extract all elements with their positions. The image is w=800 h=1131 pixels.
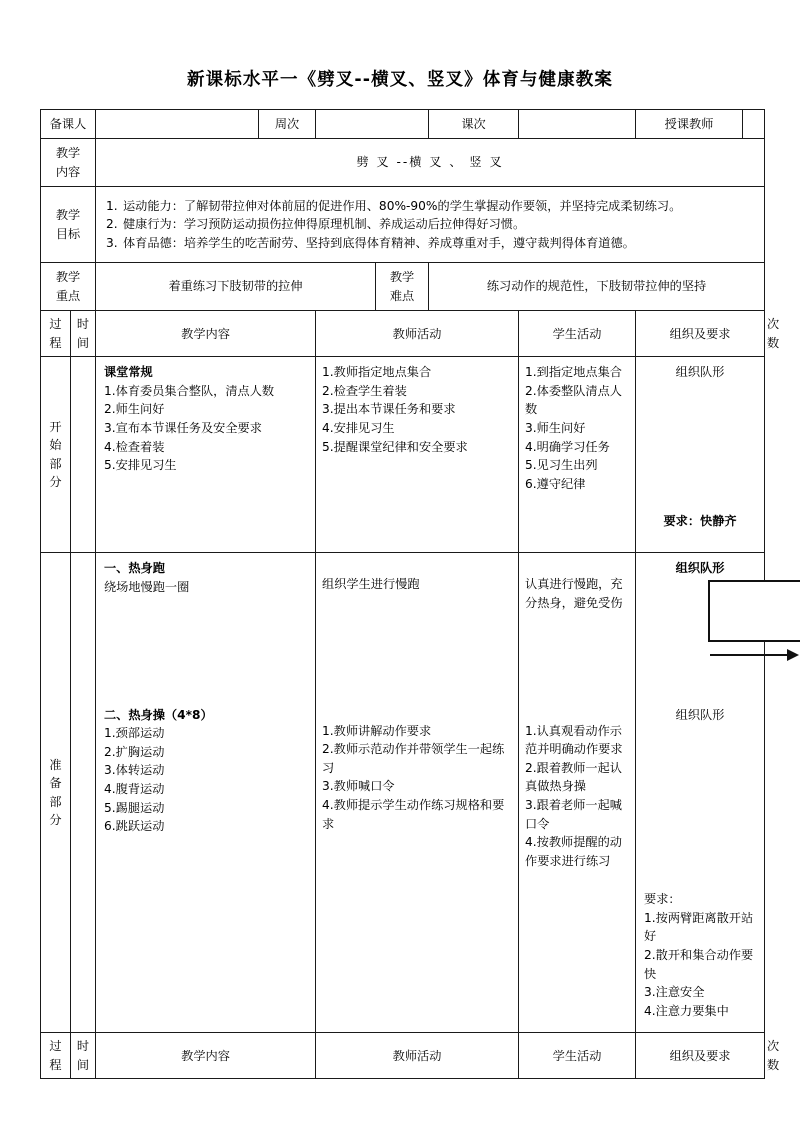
difficulty-label-line1: 教学 bbox=[389, 270, 415, 285]
organization-cell bbox=[636, 688, 765, 1033]
footer-column-teacher-activity: 教师活动 bbox=[316, 1033, 519, 1079]
col-time-line2: 间 bbox=[76, 335, 90, 350]
footer-column-time bbox=[71, 1033, 96, 1079]
lesson-plan-table bbox=[40, 109, 780, 1080]
stage-char: 准 bbox=[49, 757, 62, 772]
teaching-content-value: 劈 叉 --横 叉 、 竖 叉 bbox=[96, 139, 765, 187]
activity-item: 4.明确学习任务 bbox=[525, 439, 610, 454]
column-header-process bbox=[41, 311, 71, 357]
requirement-item: 4.注意力要集中 bbox=[644, 1003, 729, 1018]
table-row bbox=[41, 688, 765, 1033]
activity-item: 4.教师提示学生动作练习规格和要求 bbox=[322, 798, 505, 831]
goal-item bbox=[106, 197, 756, 216]
stage-char: 分 bbox=[49, 475, 62, 490]
footer-col-time-line2: 间 bbox=[76, 1057, 90, 1072]
content-item: 2.师生问好 bbox=[104, 402, 165, 417]
time-value[interactable] bbox=[71, 357, 96, 553]
goal-text: 体育品德：培养学生的吃苦耐劳、坚持到底得体育精神、养成尊重对手，遵守裁判得体育道德。 bbox=[123, 235, 635, 250]
teaching-content-cell bbox=[96, 688, 316, 1033]
content-item: 3.宣布本节课任务及安全要求 bbox=[104, 420, 262, 435]
activity-item: 5.提醒课堂纪律和安全要求 bbox=[322, 439, 468, 454]
teacher-activity-cell bbox=[316, 553, 519, 688]
teaching-content-cell bbox=[96, 357, 316, 553]
teacher-activity-cell bbox=[316, 688, 519, 1033]
block-heading: 课堂常规 bbox=[104, 365, 153, 380]
content-item: 1.体育委员集合整队，清点人数 bbox=[104, 383, 275, 398]
requirement-item: 3.注意安全 bbox=[644, 985, 705, 1000]
activity-item: 1.教师指定地点集合 bbox=[322, 365, 432, 380]
content-item: 4.检查着装 bbox=[104, 439, 165, 454]
activity-item: 2.跟着教师一起认真做热身操 bbox=[525, 760, 622, 794]
activity-item: 2.检查学生着装 bbox=[322, 383, 407, 398]
content-item: 绕场地慢跑一圈 bbox=[104, 579, 190, 594]
organization-title: 组织队形 bbox=[675, 707, 725, 722]
teaching-content-label-line2: 内容 bbox=[55, 164, 81, 179]
column-header-teacher-activity: 教师活动 bbox=[316, 311, 519, 357]
stage-char: 部 bbox=[49, 456, 62, 471]
teacher-value[interactable] bbox=[743, 109, 765, 139]
activity-item: 6.遵守纪律 bbox=[525, 476, 586, 491]
activity-item: 1.教师讲解动作要求 bbox=[322, 723, 432, 738]
activity-item: 3.师生问好 bbox=[525, 420, 586, 435]
preparer-value[interactable] bbox=[96, 109, 259, 139]
time-value[interactable] bbox=[71, 553, 96, 1033]
activity-item: 1.到指定地点集合 bbox=[525, 365, 622, 380]
key-point-label bbox=[41, 263, 96, 311]
stage-char: 开 bbox=[49, 419, 62, 434]
activity-item: 4.安排见习生 bbox=[322, 420, 395, 435]
student-activity-cell bbox=[519, 688, 636, 1033]
organization-title: 组织队形 bbox=[675, 365, 725, 380]
column-header-teaching-content: 教学内容 bbox=[96, 311, 316, 357]
block-heading: 一、热身跑 bbox=[104, 561, 165, 576]
organization-requirements bbox=[640, 890, 760, 1020]
content-item: 5.踢腿运动 bbox=[104, 800, 165, 815]
teaching-content-label bbox=[41, 139, 96, 187]
content-item: 6.跳跃运动 bbox=[104, 819, 165, 834]
column-header-student-activity: 学生活动 bbox=[519, 311, 636, 357]
col-process-line2: 程 bbox=[49, 335, 62, 350]
col-process-line1: 过 bbox=[49, 317, 62, 332]
teacher-activity-cell bbox=[316, 357, 519, 553]
goal-number: 2. bbox=[106, 217, 118, 232]
table-column-header: 过 程 时 间 教学内容 教师活动 学生活动 组织及要求 次 数 bbox=[41, 311, 765, 357]
activity-item: 1.认真观看动作示范并明确动作要求 bbox=[525, 723, 623, 757]
organization-cell bbox=[636, 357, 765, 553]
table-row bbox=[41, 553, 765, 688]
activity-item: 5.见习生出列 bbox=[525, 458, 598, 473]
activity-item: 3.教师喊口令 bbox=[322, 779, 395, 794]
block-heading: 二、热身操（4*8） bbox=[104, 707, 213, 722]
lesson-no-value[interactable] bbox=[519, 109, 636, 139]
content-item: 4.腹背运动 bbox=[104, 782, 165, 797]
footer-column-student-activity: 学生活动 bbox=[519, 1033, 636, 1079]
goal-item bbox=[106, 215, 756, 234]
formation-rectangle bbox=[708, 580, 800, 642]
student-activity-cell bbox=[519, 357, 636, 553]
column-header-time bbox=[71, 311, 96, 357]
arrow-right-icon bbox=[710, 654, 788, 656]
teacher-label: 授课教师 bbox=[636, 109, 743, 139]
organization-title: 组织队形 bbox=[675, 561, 725, 576]
teaching-content-row bbox=[41, 139, 765, 187]
activity-item: 3.跟着老师一起喊口令 bbox=[525, 798, 622, 831]
key-point-label-line1: 教学 bbox=[55, 270, 81, 285]
key-point-value: 着重练习下肢韧带的拉伸 bbox=[96, 263, 376, 311]
footer-col-time-line1: 时 bbox=[76, 1039, 90, 1054]
stage-label-beginning bbox=[41, 357, 71, 553]
difficulty-label bbox=[376, 263, 429, 311]
preparer-label: 备课人 bbox=[41, 109, 96, 139]
activity-item: 认真进行慢跑，充分热身，避免受伤 bbox=[525, 577, 623, 610]
footer-column-teaching-content: 教学内容 bbox=[96, 1033, 316, 1079]
lesson-no-label: 课次 bbox=[429, 109, 519, 139]
footer-column-process bbox=[41, 1033, 71, 1079]
col-time-line1: 时 bbox=[76, 317, 90, 332]
stage-label-preparation bbox=[41, 553, 71, 1033]
table-footer-header: 过 程 时 间 教学内容 教师活动 学生活动 组织及要求 次 数 bbox=[41, 1033, 765, 1079]
stage-char: 始 bbox=[49, 438, 62, 453]
teaching-goals-label-line1: 教学 bbox=[55, 208, 81, 223]
difficulty-label-line2: 难点 bbox=[389, 288, 415, 303]
activity-item: 2.体委整队清点人数 bbox=[525, 383, 622, 417]
requirement-item: 2.散开和集合动作要快 bbox=[644, 948, 754, 981]
week-label: 周次 bbox=[259, 109, 316, 139]
stage-char: 分 bbox=[49, 813, 62, 828]
footer-col-process-line2: 程 bbox=[49, 1057, 62, 1072]
difficulty-value: 练习动作的规范性，下肢韧带拉伸的坚持 bbox=[429, 263, 765, 311]
page-title: 新课标水平一《劈叉--横叉、竖叉》体育与健康教案 bbox=[187, 70, 613, 90]
goal-item bbox=[106, 234, 756, 253]
teaching-goals-label bbox=[41, 187, 96, 263]
teaching-content-label-line1: 教学 bbox=[55, 146, 81, 161]
goal-text: 健康行为：学习预防运动损伤拉伸得原理机制、养成运动后拉伸得好习惯。 bbox=[123, 217, 526, 232]
activity-item: 2.教师示范动作并带领学生一起练习 bbox=[322, 742, 505, 775]
footer-column-organization: 组织及要求 bbox=[636, 1033, 765, 1079]
footer-col-process-line1: 过 bbox=[49, 1039, 62, 1054]
teaching-goals-row bbox=[41, 187, 765, 263]
activity-item: 组织学生进行慢跑 bbox=[322, 577, 420, 592]
organization-requirement: 要求：快静齐 bbox=[663, 513, 737, 528]
goal-number: 1. bbox=[106, 198, 118, 213]
content-item: 5.安排见习生 bbox=[104, 458, 177, 473]
student-activity-cell bbox=[519, 553, 636, 688]
requirement-header: 要求： bbox=[644, 892, 681, 907]
content-item: 3.体转运动 bbox=[104, 763, 165, 778]
teaching-content-cell bbox=[96, 553, 316, 688]
activity-item: 4.按教师提醒的动作要求进行练习 bbox=[525, 835, 622, 868]
table-row bbox=[41, 357, 765, 553]
content-item: 1.颈部运动 bbox=[104, 726, 165, 741]
goal-text: 运动能力：了解韧带拉伸对体前屈的促进作用、80%-90%的学生掌握动作要领，并坚持完成柔韧练习。 bbox=[123, 198, 682, 213]
teaching-goals-list bbox=[96, 187, 765, 263]
key-point-label-line2: 重点 bbox=[55, 288, 81, 303]
teaching-goals-label-line2: 目标 bbox=[55, 226, 81, 241]
content-item: 2.扩胸运动 bbox=[104, 744, 165, 759]
column-header-organization: 组织及要求 bbox=[636, 311, 765, 357]
focus-row bbox=[41, 263, 765, 311]
organization-cell bbox=[636, 553, 765, 688]
week-value[interactable] bbox=[316, 109, 429, 139]
meta-row bbox=[41, 109, 765, 139]
stage-char: 备 bbox=[49, 776, 62, 791]
stage-char: 部 bbox=[49, 794, 62, 809]
goal-number: 3. bbox=[106, 235, 118, 250]
requirement-item: 1.按两臂距离散开站好 bbox=[644, 910, 754, 944]
activity-item: 3.提出本节课任务和要求 bbox=[322, 402, 456, 417]
